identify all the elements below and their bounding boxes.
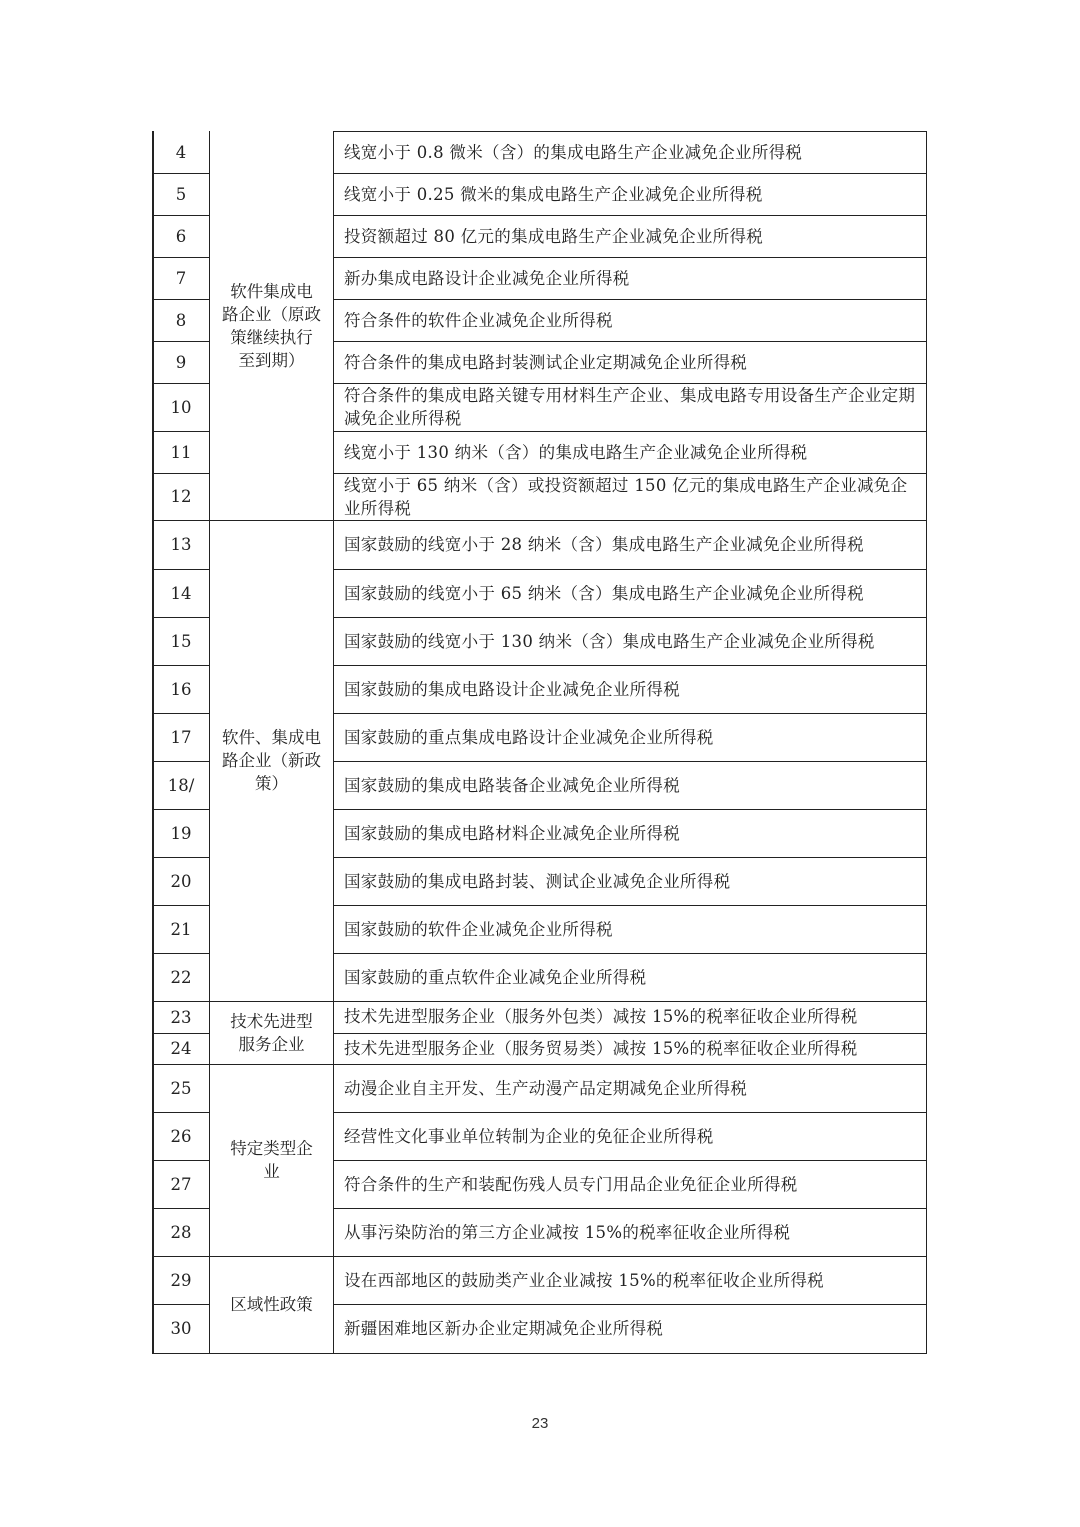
category-label: 软件、集成电 路企业（新政 策） (222, 728, 321, 793)
policy-item-text: 国家鼓励的软件企业减免企业所得税 (344, 919, 613, 939)
row-number: 25 (170, 1078, 192, 1098)
policy-item-text: 国家鼓励的集成电路材料企业减免企业所得税 (344, 823, 680, 843)
policy-item-text: 国家鼓励的集成电路封装、测试企业减免企业所得税 (344, 871, 731, 891)
row-number: 4 (175, 142, 187, 162)
row-number: 13 (170, 535, 192, 554)
policy-item-text: 经营性文化事业单位转制为企业的免征企业所得税 (344, 1126, 714, 1146)
row-number: 12 (170, 487, 192, 506)
category-cell (210, 1001, 333, 1064)
row-number: 16 (170, 679, 192, 699)
row-number: 8 (175, 310, 187, 330)
policy-item-text: 线宽小于 0.25 微米的集成电路生产企业减免企业所得税 (344, 184, 763, 204)
policy-item-text: 线宽小于 130 纳米（含）的集成电路生产企业减免企业所得税 (344, 442, 808, 462)
policy-item-text: 线宽小于 0.8 微米（含）的集成电路生产企业减免企业所得税 (344, 142, 803, 162)
row-number: 6 (175, 226, 187, 246)
row-number: 29 (170, 1270, 192, 1290)
table-right-border (926, 131, 927, 1354)
row-number: 7 (175, 268, 187, 288)
row-divider (153, 1353, 209, 1354)
policy-item-text: 从事污染防治的第三方企业减按 15%的税率征收企业所得税 (344, 1222, 791, 1242)
row-number: 15 (170, 631, 192, 651)
policy-item-text: 动漫企业自主开发、生产动漫产品定期减免企业所得税 (344, 1078, 748, 1098)
category-label: 特定类型企 业 (230, 1139, 313, 1181)
row-number: 11 (170, 442, 192, 462)
category-cell (210, 131, 333, 520)
row-number: 23 (170, 1007, 192, 1027)
category-label: 软件集成电 路企业（原政 策继续执行 至到期） (222, 281, 321, 370)
row-number: 30 (170, 1319, 192, 1338)
policy-item-text: 线宽小于 65 纳米（含）或投资额超过 150 亿元的集成电路生产企业减免企业所得税 (344, 475, 908, 518)
policy-item-text: 国家鼓励的集成电路设计企业减免企业所得税 (344, 679, 680, 699)
policy-item-text: 设在西部地区的鼓励类产业企业减按 15%的税率征收企业所得税 (344, 1270, 824, 1290)
page-number: 23 (531, 1415, 549, 1432)
row-divider (333, 1353, 927, 1354)
group-divider (209, 1353, 333, 1354)
row-number: 14 (170, 583, 192, 603)
policy-item-text: 符合条件的集成电路关键专用材料生产企业、集成电路专用设备生产企业定期减免企业所得税 (344, 386, 916, 428)
row-number: 9 (175, 352, 187, 372)
policy-item-text: 技术先进型服务企业（服务贸易类）减按 15%的税率征收企业所得税 (344, 1038, 858, 1058)
policy-item-text: 符合条件的集成电路封装测试企业定期减免企业所得税 (344, 352, 748, 372)
row-number: 28 (170, 1222, 192, 1242)
category-cell (210, 520, 333, 1001)
row-number: 24 (170, 1039, 192, 1058)
policy-item-text: 新办集成电路设计企业减免企业所得税 (344, 268, 630, 288)
policy-item-text: 国家鼓励的线宽小于 28 纳米（含）集成电路生产企业减免企业所得税 (344, 535, 864, 554)
row-number: 22 (170, 967, 192, 987)
policy-item-text: 国家鼓励的线宽小于 130 纳米（含）集成电路生产企业减免企业所得税 (344, 631, 875, 651)
policy-item-text: 国家鼓励的重点软件企业减免企业所得税 (344, 967, 647, 987)
policy-item-text: 符合条件的软件企业减免企业所得税 (344, 310, 613, 330)
row-number: 10 (170, 397, 192, 417)
category-label: 区域性政策 (230, 1295, 313, 1314)
category-label: 技术先进型 服务企业 (230, 1011, 313, 1054)
row-number: 5 (175, 184, 187, 204)
policy-item-text: 符合条件的生产和装配伤残人员专门用品企业免征企业所得税 (344, 1174, 798, 1194)
row-number: 18/ (167, 775, 195, 795)
row-number: 27 (170, 1174, 192, 1194)
policy-item-text: 技术先进型服务企业（服务外包类）减按 15%的税率征收企业所得税 (344, 1007, 858, 1026)
category-cell (210, 1256, 333, 1353)
policy-item-text: 新疆困难地区新办企业定期减免企业所得税 (344, 1319, 664, 1338)
policy-item-text: 投资额超过 80 亿元的集成电路生产企业减免企业所得税 (344, 226, 764, 246)
row-number: 21 (170, 919, 192, 939)
row-number: 20 (170, 871, 192, 891)
category-cell (210, 1064, 333, 1256)
policy-item-text: 国家鼓励的集成电路装备企业减免企业所得税 (344, 775, 680, 795)
policy-item-text: 国家鼓励的线宽小于 65 纳米（含）集成电路生产企业减免企业所得税 (344, 583, 864, 603)
row-number: 19 (170, 823, 192, 843)
policy-item-text: 国家鼓励的重点集成电路设计企业减免企业所得税 (344, 727, 714, 747)
row-number: 17 (170, 727, 192, 747)
row-number: 26 (170, 1126, 192, 1146)
